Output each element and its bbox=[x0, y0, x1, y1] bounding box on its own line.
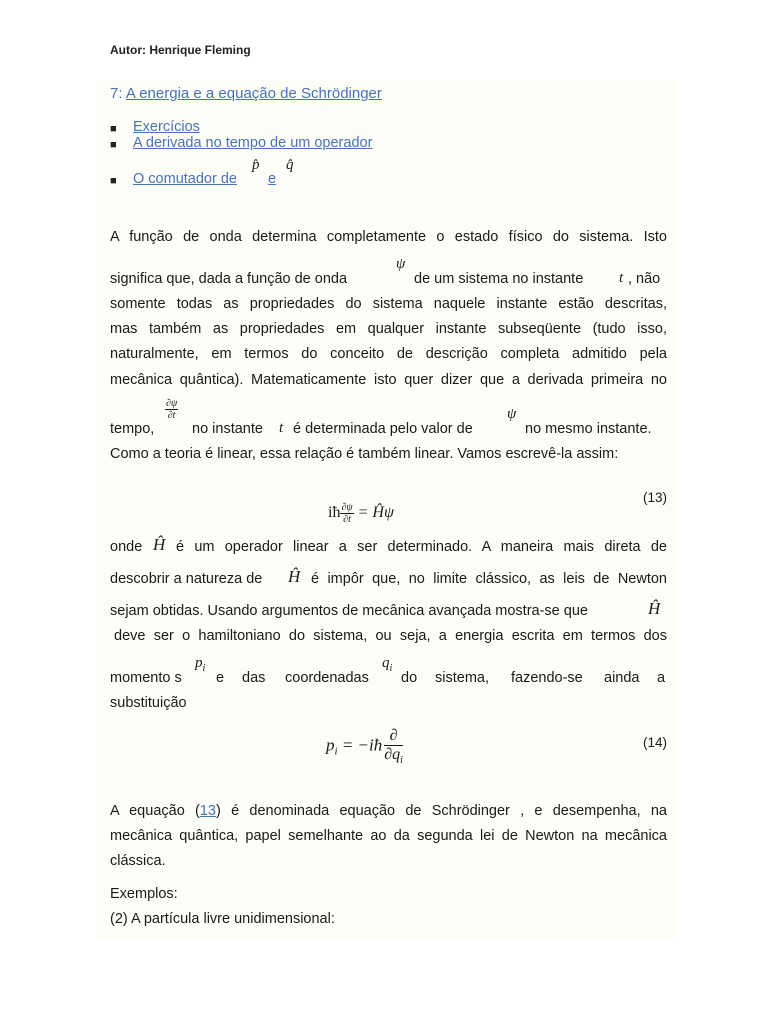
q-hat-symbol: q̂ bbox=[286, 157, 294, 173]
section-number: 7: bbox=[110, 85, 123, 102]
para2-line2a: descobrir a natureza de bbox=[110, 571, 263, 587]
para1-line7b: no instante bbox=[192, 421, 263, 437]
para3-line3: clássica. bbox=[110, 853, 166, 869]
para2-line1a: onde bbox=[110, 539, 143, 555]
section-title-link[interactable]: A energia e a equação de Schrödinger bbox=[125, 85, 382, 102]
para2-line5a: momento s bbox=[110, 670, 182, 686]
para2-line5f: sistema, bbox=[435, 670, 489, 686]
para3-line1b: ) é denominada equação de Schrödinger , e desempenha, na bbox=[215, 803, 667, 819]
eq14-den-text: ∂q bbox=[384, 745, 401, 763]
equation-13 bbox=[328, 502, 394, 525]
bullet-icon: ■ bbox=[110, 139, 117, 151]
eq13-rhs: = Ĥψ bbox=[357, 504, 394, 522]
psi-symbol: ψ bbox=[396, 256, 406, 272]
para2-line5c: das bbox=[242, 670, 266, 686]
para2-line5h: ainda bbox=[604, 670, 640, 686]
para2-line5i: a bbox=[657, 670, 666, 686]
eq14-num: ∂ bbox=[384, 727, 403, 746]
para2-line6: substituição bbox=[110, 695, 187, 711]
dt-denominator: ∂t bbox=[167, 410, 176, 421]
link-derivada-operador[interactable]: A derivada no tempo de um operador bbox=[133, 135, 373, 151]
t-symbol: t bbox=[619, 270, 624, 286]
eq13-frac-num: ∂ψ bbox=[341, 502, 353, 513]
para1-line2c: , não bbox=[628, 271, 661, 287]
p-letter: p bbox=[195, 655, 203, 671]
para2-line3: sejam obtidas. Usando argumentos de mecânica avançada mostra-se que bbox=[110, 603, 588, 619]
para1-line7a: tempo, bbox=[110, 421, 155, 437]
eq14-sub: i bbox=[334, 745, 338, 758]
t-symbol-2: t bbox=[279, 420, 284, 436]
para1-line1: A função de onda determina completamente o estado físico do sistema. Isto bbox=[110, 229, 667, 245]
para1-line2a: significa que, dada a função de onda bbox=[110, 271, 348, 287]
H-hat-symbol: Ĥ bbox=[153, 535, 166, 554]
examples-heading: Exemplos: bbox=[110, 886, 178, 902]
para1-line4: mas também as propriedades em qualquer instante subseqüente (tudo isso, bbox=[110, 321, 667, 337]
q-i-symbol bbox=[382, 655, 392, 674]
q-subscript: i bbox=[389, 663, 393, 674]
link-exercicios[interactable]: Exercícios bbox=[133, 119, 200, 135]
para3-line2: mecânica quântica, papel semelhante ao da segunda lei de Newton na mecânica bbox=[110, 828, 667, 844]
para1-line8: Como a teoria é linear, essa relação é também linear. Vamos escrevê-la assim: bbox=[110, 446, 619, 462]
psi-symbol-2: ψ bbox=[507, 406, 517, 422]
eq14-eq: = −iħ bbox=[341, 735, 383, 755]
bullet-icon: ■ bbox=[110, 123, 117, 135]
dpsi-dt-fraction bbox=[165, 398, 178, 421]
p-i-symbol bbox=[195, 655, 205, 674]
eq13-lhs: iħ bbox=[328, 504, 341, 522]
para2-line1b: é um operador linear a ser determinado. A maneira mais direta de bbox=[176, 539, 667, 555]
link-comutador-and[interactable]: e bbox=[268, 171, 277, 187]
para2-line5d: coordenadas bbox=[285, 670, 369, 686]
q-letter: q bbox=[382, 655, 390, 671]
author-line: Autor: Henrique Fleming bbox=[110, 43, 251, 57]
link-comutador[interactable]: O comutador de bbox=[133, 171, 237, 187]
para3-line1 bbox=[110, 803, 667, 819]
example-item: (2) A partícula livre unidimensional: bbox=[110, 911, 335, 927]
para3-line1a: A equação ( bbox=[110, 803, 200, 819]
para2-line5e: do bbox=[401, 670, 418, 686]
eq13-frac-den: ∂t bbox=[343, 514, 351, 525]
equation-14 bbox=[326, 727, 403, 766]
para1-line5: naturalmente, em termos do conceito de descrição completa admitido pela bbox=[110, 346, 667, 362]
dpsi-numerator: ∂ψ bbox=[166, 398, 178, 409]
H-hat-symbol-3: Ĥ bbox=[648, 599, 661, 618]
section-title bbox=[110, 85, 382, 102]
p-hat-symbol: p̂ bbox=[252, 157, 260, 173]
H-hat-symbol-2: Ĥ bbox=[288, 567, 301, 586]
para1-line6: mecânica quântica). Matematicamente isto quer dizer que a derivada primeira no bbox=[110, 372, 667, 388]
bullet-icon: ■ bbox=[110, 175, 117, 187]
para2-line2b: é impôr que, no limite clássico, as leis de Newton bbox=[311, 571, 667, 587]
eq14-den-sub: i bbox=[400, 754, 403, 766]
para2-line4: deve ser o hamiltoniano do sistema, ou seja, a energia escrita em termos dos bbox=[114, 628, 667, 644]
para2-line5b: e bbox=[216, 670, 225, 686]
eq14-number: (14) bbox=[642, 735, 667, 750]
para1-line2b: de um sistema no instante bbox=[414, 271, 584, 287]
para1-line3: somente todas as propriedades do sistema naquele instante estão descritas, bbox=[110, 296, 667, 312]
eq13-ref-link[interactable]: 13 bbox=[199, 803, 216, 819]
para1-line7d: no mesmo instante. bbox=[525, 421, 652, 437]
eq14-den bbox=[384, 746, 403, 766]
eq13-number: (13) bbox=[642, 490, 667, 505]
para1-line7c: é determinada pelo valor de bbox=[293, 421, 473, 437]
p-subscript: i bbox=[202, 663, 206, 674]
eq14-lhs: p bbox=[326, 735, 335, 755]
para2-line5g: fazendo-se bbox=[511, 670, 583, 686]
